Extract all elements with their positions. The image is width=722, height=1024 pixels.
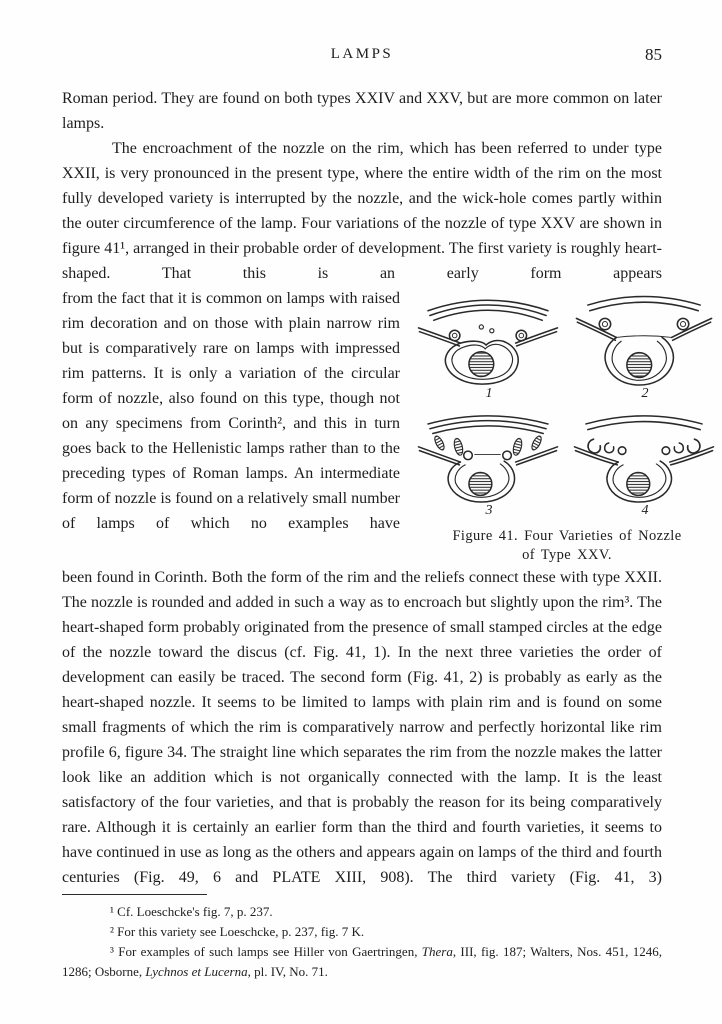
figure-caption-line-2: of Type XXV. <box>522 547 612 563</box>
wick-hole-4 <box>627 473 650 496</box>
wick-hole-1 <box>469 352 494 377</box>
figure-item-number: 4 <box>641 503 649 518</box>
figure-grid <box>414 286 720 518</box>
page-number: 85 <box>645 45 662 64</box>
figure-cell-1 <box>414 286 564 401</box>
figure-caption <box>414 527 720 565</box>
footnote-separator-rule <box>62 894 207 895</box>
nozzle-drawing-3-leaf-ornament <box>414 403 562 503</box>
nozzle-drawing-4-volute-ornament <box>570 403 718 503</box>
figure-41 <box>414 286 720 565</box>
paragraph-2-left-column: from the fact that it is common on lamps with raised rim decoration and on those with plain narrow rim but is comparatively rare on lamps with impressed rim patterns. It is only a variation of the circular form of nozzle, also found on this type, though not on any specimens from Corinth², and this in turn goes back to the Hellenistic lamps rather than to the preceding types of Roman lamps. An intermediate form of nozzle is found on a relatively small number of lamps of which no examples have <box>62 290 400 532</box>
footnote-3-text: , III, fig. 187; Walters, Nos. 451, 1246, 1286; Osborne, <box>62 944 663 979</box>
footnote-3-italic-title: Lychnos et Lucerna <box>145 964 248 979</box>
page-header <box>62 46 662 66</box>
running-title: LAMPS <box>330 46 394 62</box>
figure-cell-2 <box>570 286 720 401</box>
nozzle-drawing-2-straight-line <box>570 286 718 386</box>
footnote-2: ² For this variety see Loeschcke, p. 237, fig. 7 K. <box>110 924 365 939</box>
nozzle-drawing-1-heart-shaped <box>414 286 562 386</box>
wick-hole-2 <box>627 353 652 378</box>
footnote-3 <box>62 942 662 982</box>
figure-item-number: 3 <box>485 503 493 518</box>
footnotes-section <box>62 894 662 982</box>
wick-hole-3 <box>469 473 492 496</box>
figure-item-number: 1 <box>485 386 493 401</box>
text-and-figure-region <box>62 286 720 565</box>
figure-cell-3 <box>414 403 564 518</box>
paragraph-2-bottom: been found in Corinth. Both the form of the rim and the reliefs connect these with type XXII. The nozzle is rounded and added in such a way as to encroach but slightly upon the rim³. The heart-shaped form probably originated from the presence of small stamped circles at the edge of the nozzle toward the discus (cf. Fig. 41, 1). In the next three varieties the order of development can easily be traced. The second form (Fig. 41, 2) is probably as early as the heart-shaped nozzle. It seems to be limited to lamps with plain rim and is found on some small fragments of which the rim is comparatively narrow and perfectly horizontal like rim profile 6, figure 34. The straight line which separates the rim from the nozzle makes the latter look like an addition which is not organically connected with the lamp. It is the least satisfactory of the four varieties, and that is probably the reason for its being comparatively rare. Although it is certainly an earlier form than the third and fourth varieties, it seems to have continued in use as long as the others and appears again on lamps of the third and fourth centuries (Fig. 49, 6 and PLATE XIII, 908). The third variety (Fig. 41, 3) <box>62 569 662 886</box>
footnote-1: ¹ Cf. Loeschcke's fig. 7, p. 237. <box>110 904 273 919</box>
paragraph-2-top: The encroachment of the nozzle on the rim, which has been referred to under type XXII, is very pronounced in the present type, where the entire width of the rim on the most fully developed variety is interrupted by the nozzle, and the wick-hole comes partly within the outer circumference of the lamp. Four variations of the nozzle of type XXV are shown in figure 41¹, arranged in their probable order of development. The first variety is roughly heart-shaped. That this is an early form appears <box>62 140 662 282</box>
footnote-3-italic-title: Thera <box>421 944 453 959</box>
paragraph-continuation: Roman period. They are found on both types XXIV and XXV, but are more common on later lamps. <box>62 90 662 132</box>
footnote-3-text: , pl. IV, No. 71. <box>247 964 328 979</box>
figure-cell-4 <box>570 403 720 518</box>
figure-item-number: 2 <box>641 386 649 401</box>
figure-caption-line-1: Figure 41. Four Varieties of Nozzle <box>452 528 682 544</box>
footnote-3-text: ³ For examples of such lamps see Hiller von Gaertringen, <box>110 944 422 959</box>
